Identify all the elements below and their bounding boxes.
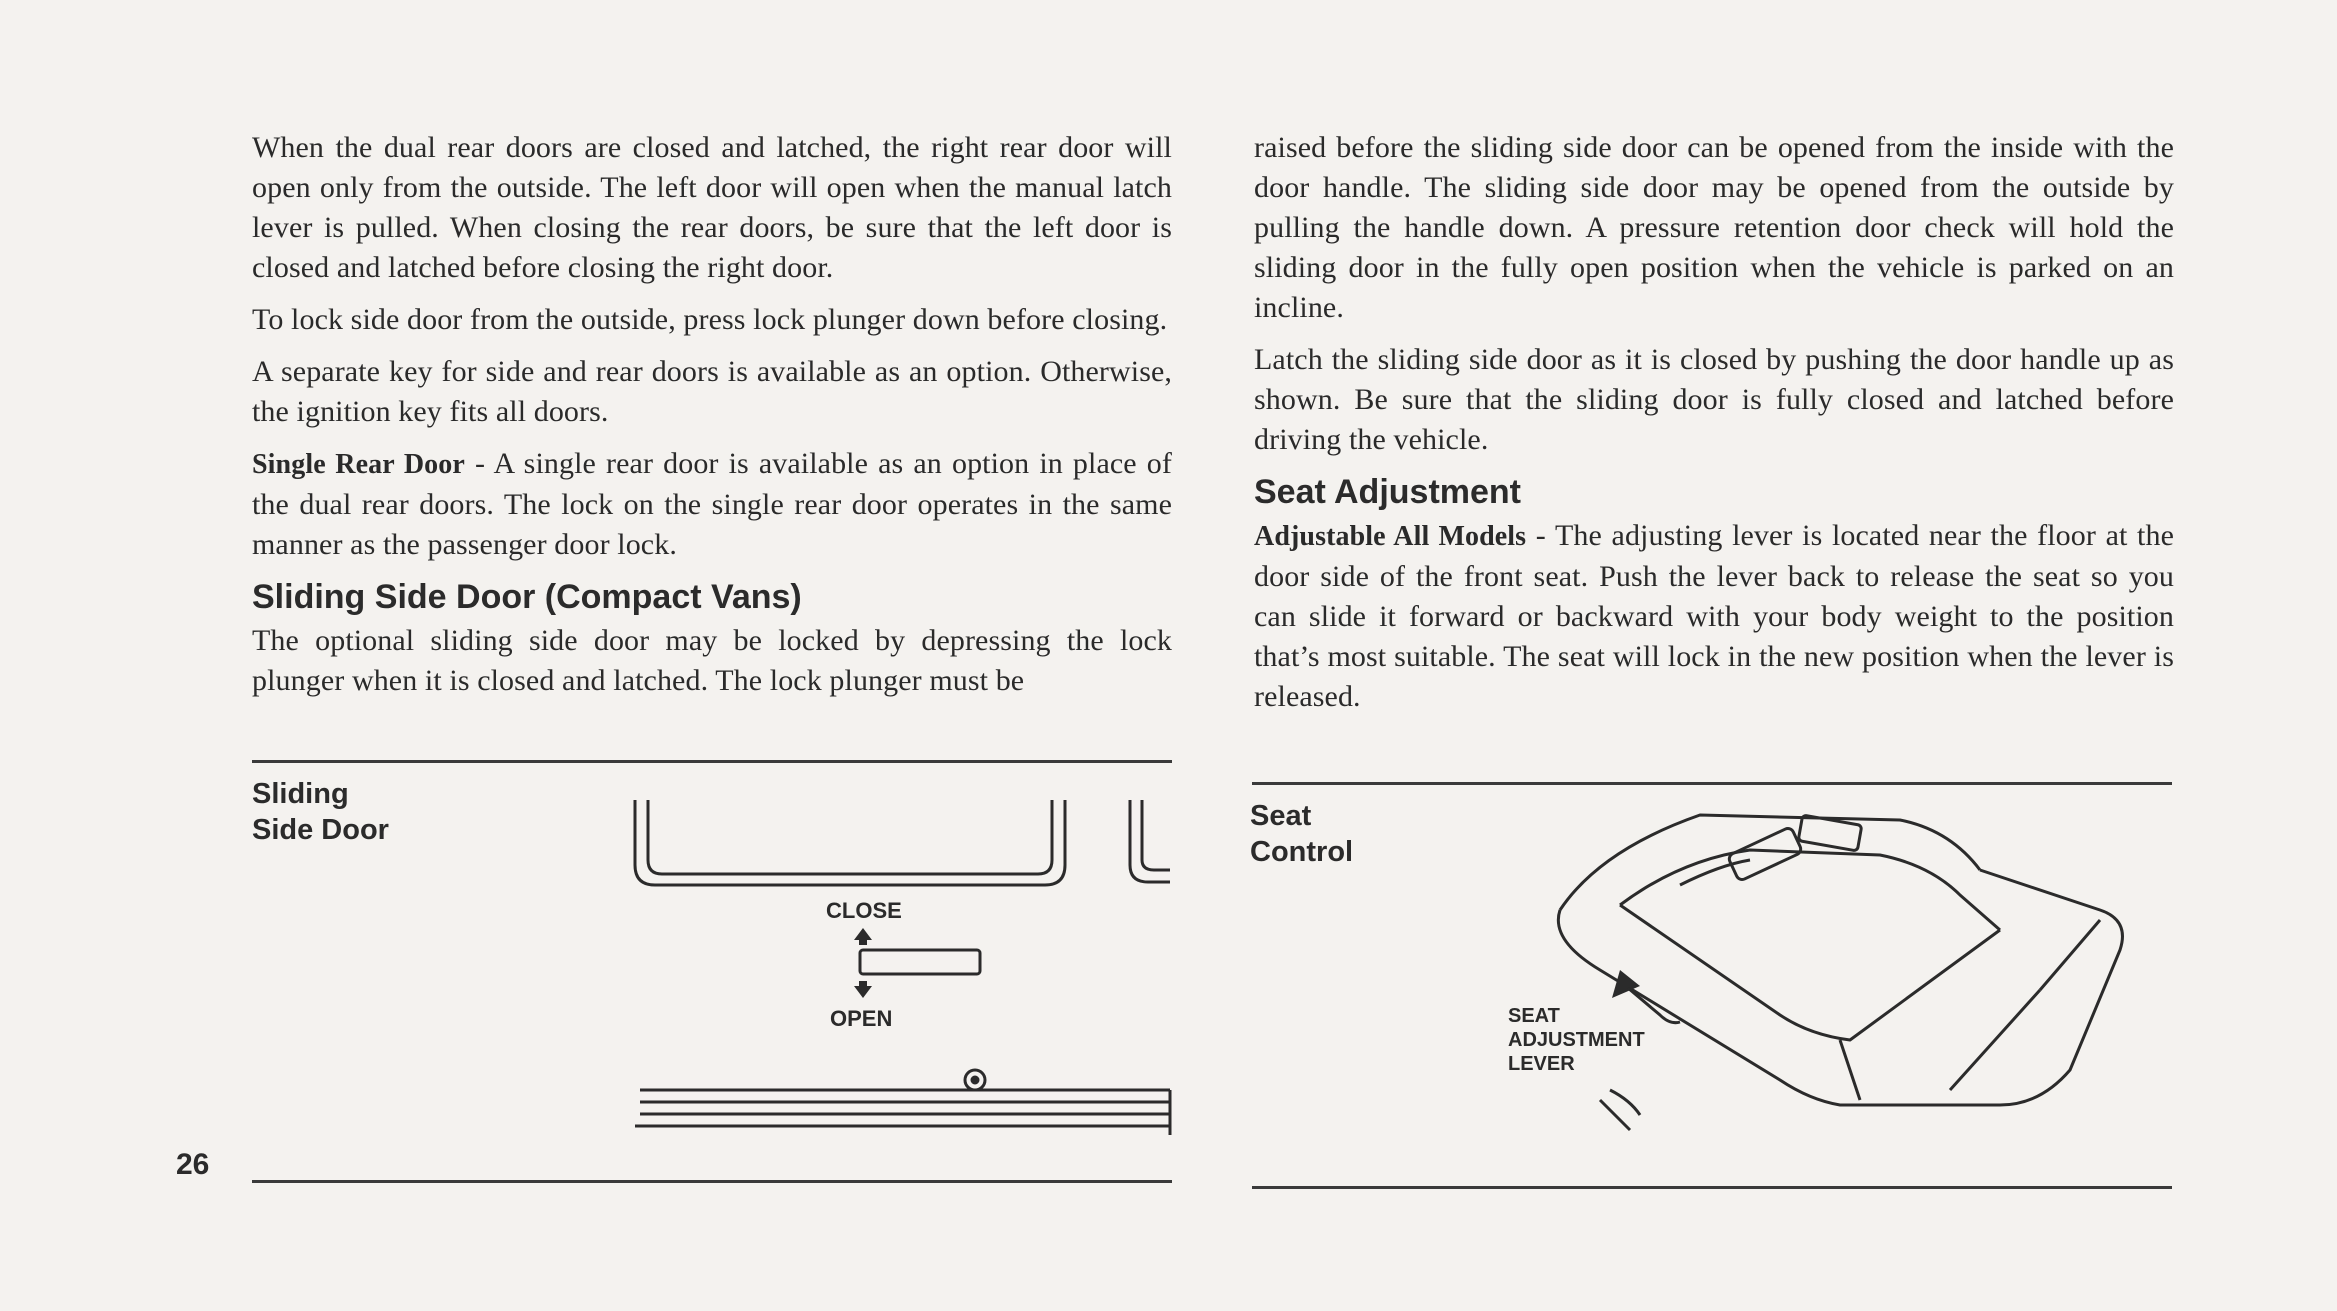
left-figure-top-rule <box>252 760 1172 763</box>
seat-adjustment-heading: Seat Adjustment <box>1254 473 1522 511</box>
left-paragraph-4 <box>252 444 1172 565</box>
right-paragraph-2: Latch the sliding side door as it is closed by pushing the door handle up as shown. Be sure that the sliding door is fully closed and latched before driving the vehicle. <box>1254 343 2174 456</box>
right-paragraph-3 <box>1254 516 2174 717</box>
left-paragraph-2: To lock side door from the outside, press lock plunger down before closing. <box>252 303 1168 336</box>
figure-title-line-2: Side Door <box>252 814 389 846</box>
seat-control-title-line-1: Seat <box>1250 800 1312 832</box>
seat-illustration <box>1480 800 2160 1140</box>
seat-adjustment-lever-label <box>1508 1004 1645 1076</box>
left-paragraph-5: The optional sliding side door may be locked by depressing the lock plunger when it is closed and latched. The lock plunger must be <box>252 624 1172 697</box>
lever-label-line-1: SEAT <box>1508 1005 1560 1027</box>
right-paragraph-1: raised before the sliding side door can be opened from the inside with the door handle. The sliding side door may be opened from the outside by pulling the handle down. A pressure retention door check will hold the sliding door in the fully open position when the vehicle is parked on an incline. <box>1254 131 2174 324</box>
left-figure-bottom-rule <box>252 1180 1172 1183</box>
adjustable-all-models-text: - The adjusting lever is located near the floor at the door side of the front seat. Push the lever back to release the seat so you can slide it forward or backward with your body weight to the position that’s most suitable. The seat will lock in the new position when the lever is released. <box>1254 519 2174 713</box>
single-rear-door-runin: Single Rear Door <box>252 449 465 480</box>
right-figure-top-rule <box>1252 782 2172 785</box>
left-paragraph-3: A separate key for side and rear doors is available as an option. Otherwise, the ignition key fits all doors. <box>252 355 1172 428</box>
seat-control-title-line-2: Control <box>1250 836 1354 868</box>
figure-title-line-1: Sliding <box>252 778 349 810</box>
sliding-door-illustration <box>580 790 1180 1150</box>
lever-label-line-2: ADJUSTMENT <box>1508 1029 1645 1051</box>
right-figure-bottom-rule <box>1252 1186 2172 1189</box>
adjustable-all-models-runin: Adjustable All Models <box>1254 521 1527 552</box>
seat-control-figure-title <box>1250 798 1353 870</box>
sliding-side-door-heading: Sliding Side Door (Compact Vans) <box>252 578 802 616</box>
left-column <box>252 128 1172 713</box>
page-number: 26 <box>176 1148 210 1181</box>
close-label: CLOSE <box>826 898 902 923</box>
lever-label-line-3: LEVER <box>1508 1053 1575 1075</box>
left-paragraph-1: When the dual rear doors are closed and latched, the right rear door will open only from the outside. The left door will open when the manual latch lever is pulled. When closing the rear doors, be sure that the left door is closed and latched before closing the right door. <box>252 131 1172 284</box>
open-label: OPEN <box>830 1006 893 1031</box>
right-column <box>1254 128 2174 729</box>
sliding-side-door-figure-title <box>252 776 389 848</box>
single-rear-door-text: - A single rear door is available as an option in place of the dual rear doors. The lock on the single rear door operates in the same manner as the passenger door lock. <box>252 447 1172 561</box>
